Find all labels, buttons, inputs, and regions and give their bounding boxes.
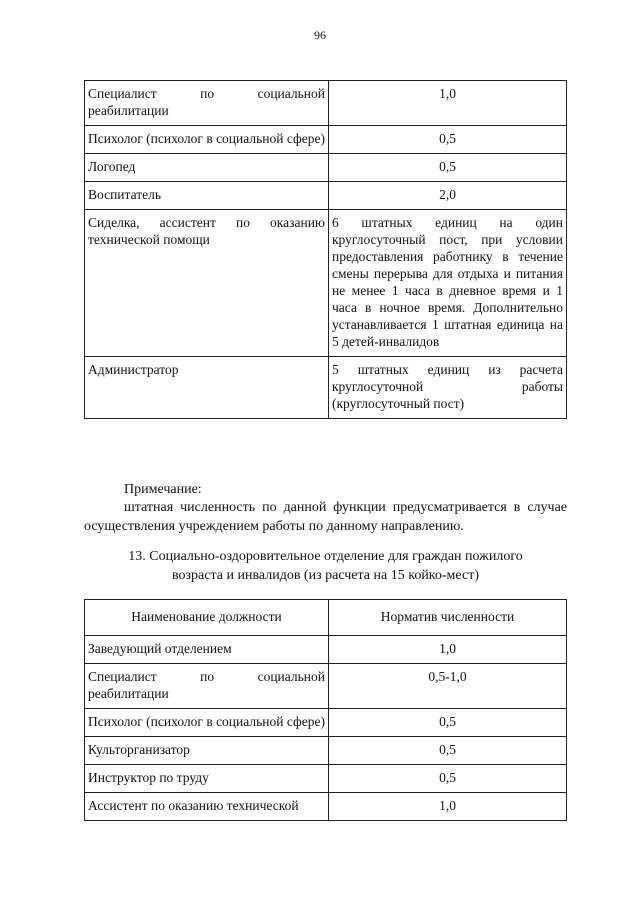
position-cell: Заведующий отделением — [85, 636, 329, 664]
position-cell: Психолог (психолог в социальной сфере) — [85, 709, 329, 737]
norm-cell: 6 штатных единиц на один круглосуточный пост, при условии предоставления работнику в течение смены перерыва для отдыха и питания не менее 1 часа в дневное время и 1 часа в ночное время. Дополнительно устанавливается 1 штатная единица на 5 детей-инвалидов — [329, 210, 567, 357]
note-text: штатная численность по данной функции предусматривается в случае осуществления учреждением работы по данному направлению. — [84, 500, 567, 534]
table-row — [85, 793, 567, 821]
norm-cell: 1,0 — [329, 793, 567, 821]
table-row — [85, 126, 567, 154]
norm-cell: 0,5 — [329, 765, 567, 793]
table-row — [85, 664, 567, 709]
norm-cell: 5 штатных единиц из расчета круглосуточной работы (круглосуточный пост) — [329, 357, 567, 419]
position-cell: Воспитатель — [85, 182, 329, 210]
table-header-row — [85, 600, 567, 636]
position-cell: Администратор — [85, 357, 329, 419]
position-cell: Инструктор по труду — [85, 765, 329, 793]
position-cell: Логопед — [85, 154, 329, 182]
page-number: 96 — [314, 28, 326, 42]
column-header-norm: Норматив численности — [329, 600, 567, 636]
norm-cell: 0,5 — [329, 154, 567, 182]
table-row — [85, 709, 567, 737]
staffing-table-continued — [84, 80, 567, 419]
table-row — [85, 636, 567, 664]
position-cell: Психолог (психолог в социальной сфере) — [85, 126, 329, 154]
norm-cell: 0,5 — [329, 126, 567, 154]
table-row — [85, 357, 567, 419]
norm-cell: 2,0 — [329, 182, 567, 210]
section-heading-line1: 13. Социально-оздоровительное отделение для граждан пожилого — [128, 549, 523, 564]
norm-cell: 0,5-1,0 — [329, 664, 567, 709]
table-row — [85, 81, 567, 126]
norm-cell: 0,5 — [329, 737, 567, 765]
table-row — [85, 737, 567, 765]
staffing-table-section-13 — [84, 599, 567, 821]
section-heading-line2: возраста и инвалидов (из расчета на 15 койко-мест) — [172, 568, 479, 583]
table-row — [85, 154, 567, 182]
position-cell: Специалист по социальной реабилитации — [85, 664, 329, 709]
position-cell: Сиделка, ассистент по оказанию технической помощи — [85, 210, 329, 357]
norm-cell: 1,0 — [329, 81, 567, 126]
norm-cell: 1,0 — [329, 636, 567, 664]
norm-cell: 0,5 — [329, 709, 567, 737]
table-row — [85, 182, 567, 210]
note-title: Примечание: — [124, 482, 202, 497]
table-row — [85, 765, 567, 793]
column-header-position: Наименование должности — [85, 600, 329, 636]
section-heading — [84, 547, 567, 585]
position-cell: Ассистент по оказанию технической — [85, 793, 329, 821]
position-cell: Специалист по социальной реабилитации — [85, 81, 329, 126]
table-row — [85, 210, 567, 357]
position-cell: Культорганизатор — [85, 737, 329, 765]
